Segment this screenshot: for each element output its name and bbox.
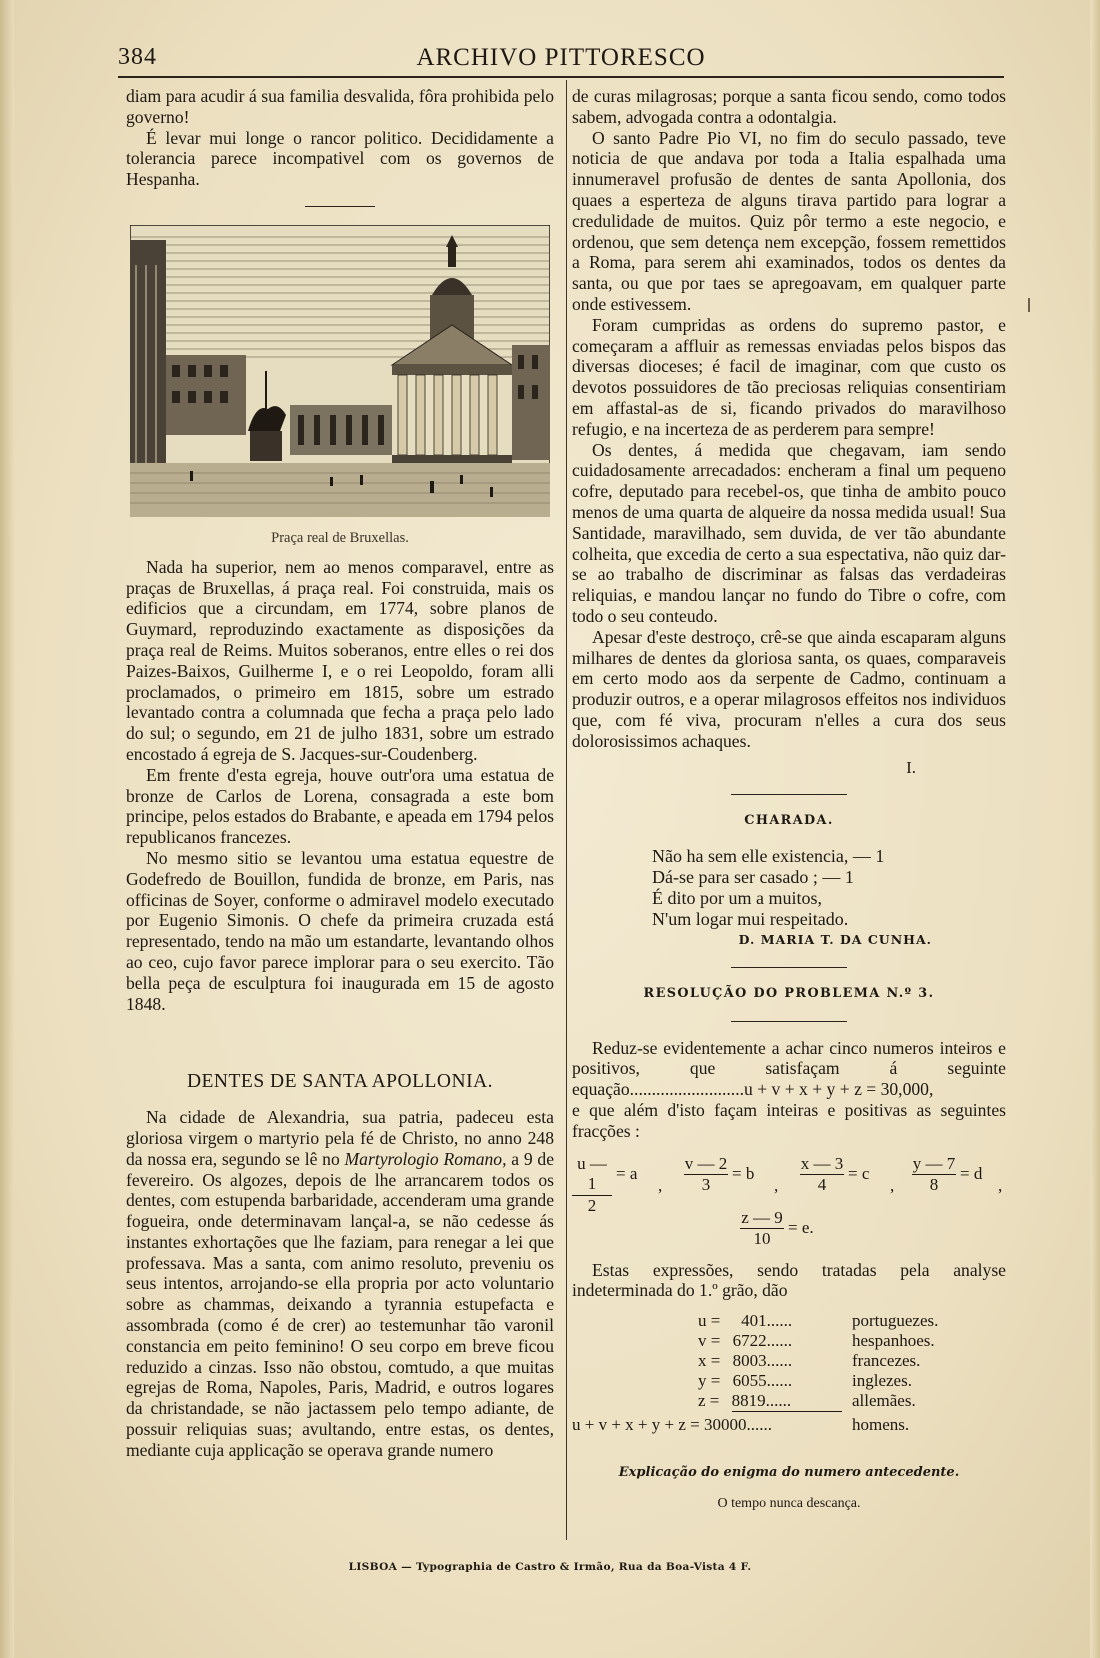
problem-intro-cont: e que além d'isto façam inteiras e positivas as seguintes fracções : xyxy=(572,1100,1006,1141)
solution-label: inglezes. xyxy=(852,1371,912,1391)
denominator: 8 xyxy=(912,1174,956,1196)
enigma-answer: O tempo nunca descança. xyxy=(717,1496,861,1512)
fraction-rhs: = e. xyxy=(788,1217,814,1237)
comma: , xyxy=(658,1175,663,1195)
fraction xyxy=(912,1153,1003,1197)
enigma-explanation-title: Explicação do enigma do numero antecedente. xyxy=(618,1465,960,1481)
solution-label: portuguezes. xyxy=(852,1311,939,1331)
fraction-rhs: = c xyxy=(848,1163,870,1183)
solution-var: y = xyxy=(698,1371,721,1391)
fraction xyxy=(684,1153,779,1197)
solution-value: 8819 xyxy=(731,1391,766,1411)
italic-title: Martyrologio Romano, xyxy=(344,1148,507,1169)
solution-label: hespanhoes. xyxy=(852,1331,935,1351)
verse-line: Não ha sem elle existencia, — 1 xyxy=(652,846,885,867)
text-run: Reduz-se evidentemente a achar cinco numeros inteiros e positivos, que satisfaçam á seguinte equação xyxy=(572,1037,1006,1100)
right-column xyxy=(572,86,1006,1515)
header-rule xyxy=(118,76,1004,78)
solution-var: u = xyxy=(698,1311,721,1331)
journal-title: ARCHIVO PITTORESCO xyxy=(416,44,706,71)
solution-row xyxy=(698,1331,792,1352)
solution-dots: ...... xyxy=(766,1351,793,1371)
solution-value: 6722 xyxy=(732,1331,767,1351)
problem-result-intro: Estas expressões, sendo tratadas pela analyse indeterminada do 1.º grão, dão xyxy=(572,1259,1006,1301)
solution-dots: ...... xyxy=(766,1371,793,1391)
solution-row xyxy=(698,1371,792,1392)
fractions-block xyxy=(572,1150,1006,1260)
solution-var: z = xyxy=(698,1391,720,1411)
verse-line: N'um logar mui respeitado. xyxy=(652,909,849,930)
sum-rule xyxy=(732,1411,842,1412)
solution-label: francezes. xyxy=(852,1351,921,1371)
equation: ..........................u + v + x + y + z = 30,000, xyxy=(629,1079,934,1100)
column-divider xyxy=(566,80,567,1540)
fraction xyxy=(572,1153,663,1217)
charada-title: CHARADA. xyxy=(744,813,834,829)
text-run: a 9 de fevereiro. Os algozes, depois de lhe arrancarem todos os dentes, com estupenda barbaridade, accenderam uma grande fogueira, onde determinavam lançal-a, se não cedesse ás instantes exhortações que lhe faziam, para renegar a lei que professava. Mas a santa, com animo resoluto, preveniu os seus intentos, arrojando-se ella propria por acto voluntario sobre as chammas, deixando a tyrannia estupefacta e assombrada (como é de crer) ao testemunhar tão varonil constancia em peito feminino! O seu corpo em breve ficou reduzido a cinzas. Isso não obstou, comtudo, a que muitas egrejas de Roma, Napoles, Paris, Madrid, e outros logares da christandade, se não jactassem pelo tempo adiante, de possuir reliquias suas; avultando, entre estas, os dentes, mediante cuja applicação se operava grande numero xyxy=(126,1148,555,1460)
solution-value: 30000 xyxy=(703,1415,747,1435)
problem-title: RESOLUÇÃO DO PROBLEMA N.º 3. xyxy=(643,985,935,1001)
solution-value: 8003 xyxy=(732,1351,767,1371)
left-page-edge xyxy=(0,0,14,1658)
right-page-edge xyxy=(1090,0,1100,1658)
fraction-rhs: = a xyxy=(616,1163,638,1183)
separator-rule xyxy=(731,1021,847,1022)
fraction-rhs: = b xyxy=(732,1163,755,1183)
paragraph: Os dentes, á medida que chegavam, iam sendo cuidadosamente arrecadados: encheram a final um pequeno cofre, deputado para recebel-os, que tinha de ambito pouco menos de uma quarta de alqueire da nossa medida usual! Sua Santidade, maravilhado, sem duvida, de ver tão abundante colheita, que excedia de certo a sua espectativa, não quiz dar-se ao trabalho de discriminar as falsas das verdadeiras reliquias, e mandou lançar no fundo do Tibre o cofre, com todo o seu conteudo. xyxy=(572,439,1006,626)
denominator: 2 xyxy=(572,1195,612,1217)
article-signature: I. xyxy=(906,757,916,777)
intro-paragraph: diam para acudir á sua familia desvalida, fôra prohibida pelo governo! xyxy=(126,86,554,127)
numerator: z — 9 xyxy=(741,1207,783,1227)
verse-line: É dito por um a muitos, xyxy=(652,888,822,909)
solutions-table xyxy=(572,1307,1006,1433)
paragraph: Apesar d'este destroço, crê-se que ainda escaparam alguns milhares de dentes da gloriosa santa, os quaes, comparaveis em certo modo aos da serpente de Cadmo, continuam a produzir outros, e a operar milagrosos effeitos nos individuos que, com fé viva, procuram n'elles a cura dos seus dolorosissimos achaques. xyxy=(572,626,1006,751)
denominator: 10 xyxy=(740,1228,784,1250)
charada-author: D. MARIA T. DA CUNHA. xyxy=(738,932,932,948)
solution-value: 401 xyxy=(741,1311,767,1331)
paragraph: Em frente d'esta egreja, houve outr'ora uma estatua de bronze de Carlos de Lorena, consagrada a este bom principe, pelos estados do Brabante, e apeada em 1794 pelos republicanos francezes. xyxy=(126,764,554,848)
comma: , xyxy=(774,1175,779,1195)
paragraph xyxy=(126,1107,554,1461)
solution-row xyxy=(698,1311,792,1332)
section-heading: DENTES DE SANTA APOLLONIA. xyxy=(186,1071,494,1093)
solution-row xyxy=(698,1351,792,1372)
comma: , xyxy=(890,1175,895,1195)
page-number: 384 xyxy=(118,44,157,70)
paragraph: O santo Padre Pio VI, no fim do seculo passado, teve noticia de que andava por toda a Italia espalhada uma innumeravel profusão de dentes de santa Apollonia, dos quaes a esperteza de alguns tirava partido para lograr a credulidade de muitos. Quiz pôr termo a este negocio, e ordenou, que sem detença nem excepção, fossem remettidos a Roma, para serem ahi examinados, todos os dentes da santa, ou que por taes se apregoavam, em qualquer parte onde estivessem. xyxy=(572,127,1006,314)
separator-rule xyxy=(731,967,847,968)
fraction-rhs: = d xyxy=(960,1163,983,1183)
solution-label: homens. xyxy=(852,1415,910,1435)
denominator: 3 xyxy=(684,1174,728,1196)
solution-row xyxy=(698,1391,791,1412)
solution-var: u + v + x + y + z = xyxy=(572,1415,700,1435)
paragraph: Foram cumpridas as ordens do supremo pastor, e começaram a affluir as remessas enviadas pelos bispos das diversas dioceses; é facil de imaginar, com que custo os devotos possuidores de tão preciosas reliquias consentiriam em affastal-as de si, ficando privados do maravilhoso refugio, e na incerteza de as perderem para sempre! xyxy=(572,314,1006,439)
solution-dots: ...... xyxy=(765,1391,792,1411)
problem-intro xyxy=(572,1038,1006,1100)
left-column xyxy=(126,86,554,1461)
fraction xyxy=(800,1153,895,1197)
verse-line: Dá-se para ser casado ; — 1 xyxy=(652,867,854,888)
separator-rule xyxy=(731,794,847,795)
solution-var: x = xyxy=(698,1351,721,1371)
praca-real-engraving-image xyxy=(130,225,550,517)
paragraph: de curas milagrosas; porque a santa ficou sendo, como todos sabem, advogada contra a odontalgia. xyxy=(572,86,1006,127)
numerator: v — 2 xyxy=(684,1153,728,1173)
running-header xyxy=(118,40,1004,76)
figure-engraving xyxy=(126,225,554,549)
intro-paragraph: É levar mui longe o rancor politico. Decididamente a tolerancia parece incompativel com os governos de Hespanha. xyxy=(126,127,554,190)
solution-total-row xyxy=(572,1415,772,1436)
solution-dots: ...... xyxy=(766,1311,793,1331)
margin-mark xyxy=(1028,298,1030,312)
comma: , xyxy=(998,1175,1003,1195)
paragraph: Nada ha superior, nem ao menos comparavel, entre as praças de Bruxellas, á praça real. Foi construida, mais os edificios que a circundam, em 1774, sobre planos de Guymard, reproduzindo exactamente as disposições da praça real de Reims. Muitos soberanos, entre elles o rei dos Paizes-Baixos, Guilherme I, e o rei Leopoldo, foram alli proclamados, o primeiro em 1815, sobre um estrado levantado contra a columnada que fecha a praça pelo lado do sul; o segundo, em 21 de julho 1831, sobre um estrado encostado á egreja de S. Jacques-sur-Coudenberg. xyxy=(126,556,554,764)
fraction xyxy=(740,1207,814,1251)
solution-dots: ...... xyxy=(766,1331,793,1351)
solution-label: allemães. xyxy=(852,1391,916,1411)
text-run: Na cidade de Alexandria, sua patria, padeceu esta gloriosa virgem o martyrio pela fé de Christo, no anno 248 da nossa era, segundo se lê no xyxy=(126,1107,554,1169)
solution-dots: ...... xyxy=(746,1415,772,1435)
printer-imprint: LISBOA — Typographia de Castro & Irmão, Rua da Boa-Vista 4 F. xyxy=(348,1561,752,1573)
numerator: u — 1 xyxy=(577,1153,607,1194)
solution-value: 6055 xyxy=(732,1371,767,1391)
numerator: x — 3 xyxy=(800,1153,844,1173)
denominator: 4 xyxy=(800,1174,844,1196)
paragraph: No mesmo sitio se levantou uma estatua equestre de Godefredo de Bouillon, fundida de bronze, em Paris, nas officinas de Soyer, conforme o admiravel modelo executado por Eugenio Simonis. O chefe da primeira cruzada está representado, tendo na mão um estandarte, levantando olhos ao ceo, cujo favor parece implorar para o seu exercito. Tão bella peça de esculptura foi inaugurada em 15 de agosto 1848. xyxy=(126,847,554,1014)
figure-caption: Praça real de Bruxellas. xyxy=(271,529,409,546)
solution-var: v = xyxy=(698,1331,721,1351)
separator-rule xyxy=(305,206,375,207)
charada-verse xyxy=(652,846,1006,930)
numerator: y — 7 xyxy=(912,1153,956,1173)
